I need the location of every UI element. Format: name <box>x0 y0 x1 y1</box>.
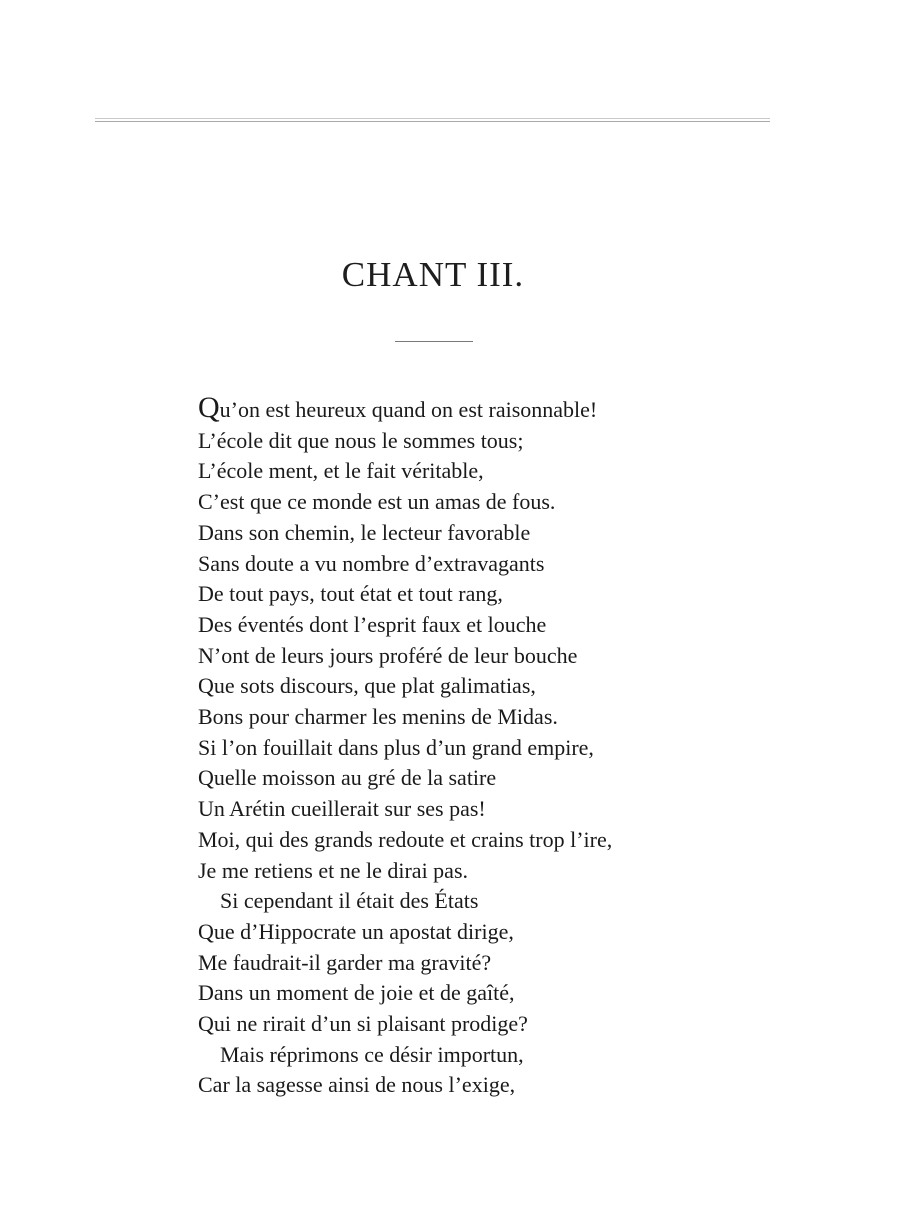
poem-line-first <box>198 391 758 426</box>
poem <box>198 391 758 1101</box>
poem-line: De tout pays, tout état et tout rang, <box>198 581 503 607</box>
poem-line: Bons pour charmer les menins de Midas. <box>198 704 558 730</box>
poem-line-text: u’on est heureux quand on est raisonnable! <box>219 397 598 422</box>
header-rule <box>95 118 770 123</box>
poem-line: Qui ne rirait d’un si plaisant prodige? <box>198 1011 528 1037</box>
poem-line: Que sots discours, que plat galimatias, <box>198 673 536 699</box>
poem-line: Sans doute a vu nombre d’extravagants <box>198 550 545 576</box>
poem-line: Si cependant il était des États <box>220 888 479 914</box>
header-rule-line <box>95 121 770 122</box>
poem-line: C’est que ce monde est un amas de fous. <box>198 489 556 515</box>
drop-cap: Q <box>198 391 220 424</box>
poem-line: Des éventés dont l’esprit faux et louche <box>198 611 547 637</box>
poem-line: Mais réprimons ce désir importun, <box>220 1041 524 1067</box>
poem-line: Dans son chemin, le lecteur favorable <box>198 519 531 545</box>
poem-line: Moi, qui des grands redoute et crains trop l’ire, <box>198 826 613 852</box>
poem-line: Dans un moment de joie et de gaîté, <box>198 980 515 1006</box>
poem-line: Quelle moisson au gré de la satire <box>198 765 497 791</box>
poem-line: N’ont de leurs jours proféré de leur bouche <box>198 642 578 668</box>
header-rule-line <box>95 118 770 119</box>
poem-line: Si l’on fouillait dans plus d’un grand empire, <box>198 734 594 760</box>
poem-line: Je me retiens et ne le dirai pas. <box>198 857 469 883</box>
title-divider <box>395 341 473 342</box>
poem-line: Car la sagesse ainsi de nous l’exige, <box>198 1072 516 1098</box>
chapter-title: CHANT III. <box>341 255 525 294</box>
poem-line: Que d’Hippocrate un apostat dirige, <box>198 918 514 944</box>
poem-line: L’école ment, et le fait véritable, <box>198 458 484 484</box>
poem-line: Un Arétin cueillerait sur ses pas! <box>198 796 486 822</box>
poem-lines <box>198 426 758 1101</box>
poem-line: L’école dit que nous le sommes tous; <box>198 427 524 453</box>
poem-line: Me faudrait-il garder ma gravité? <box>198 949 492 975</box>
